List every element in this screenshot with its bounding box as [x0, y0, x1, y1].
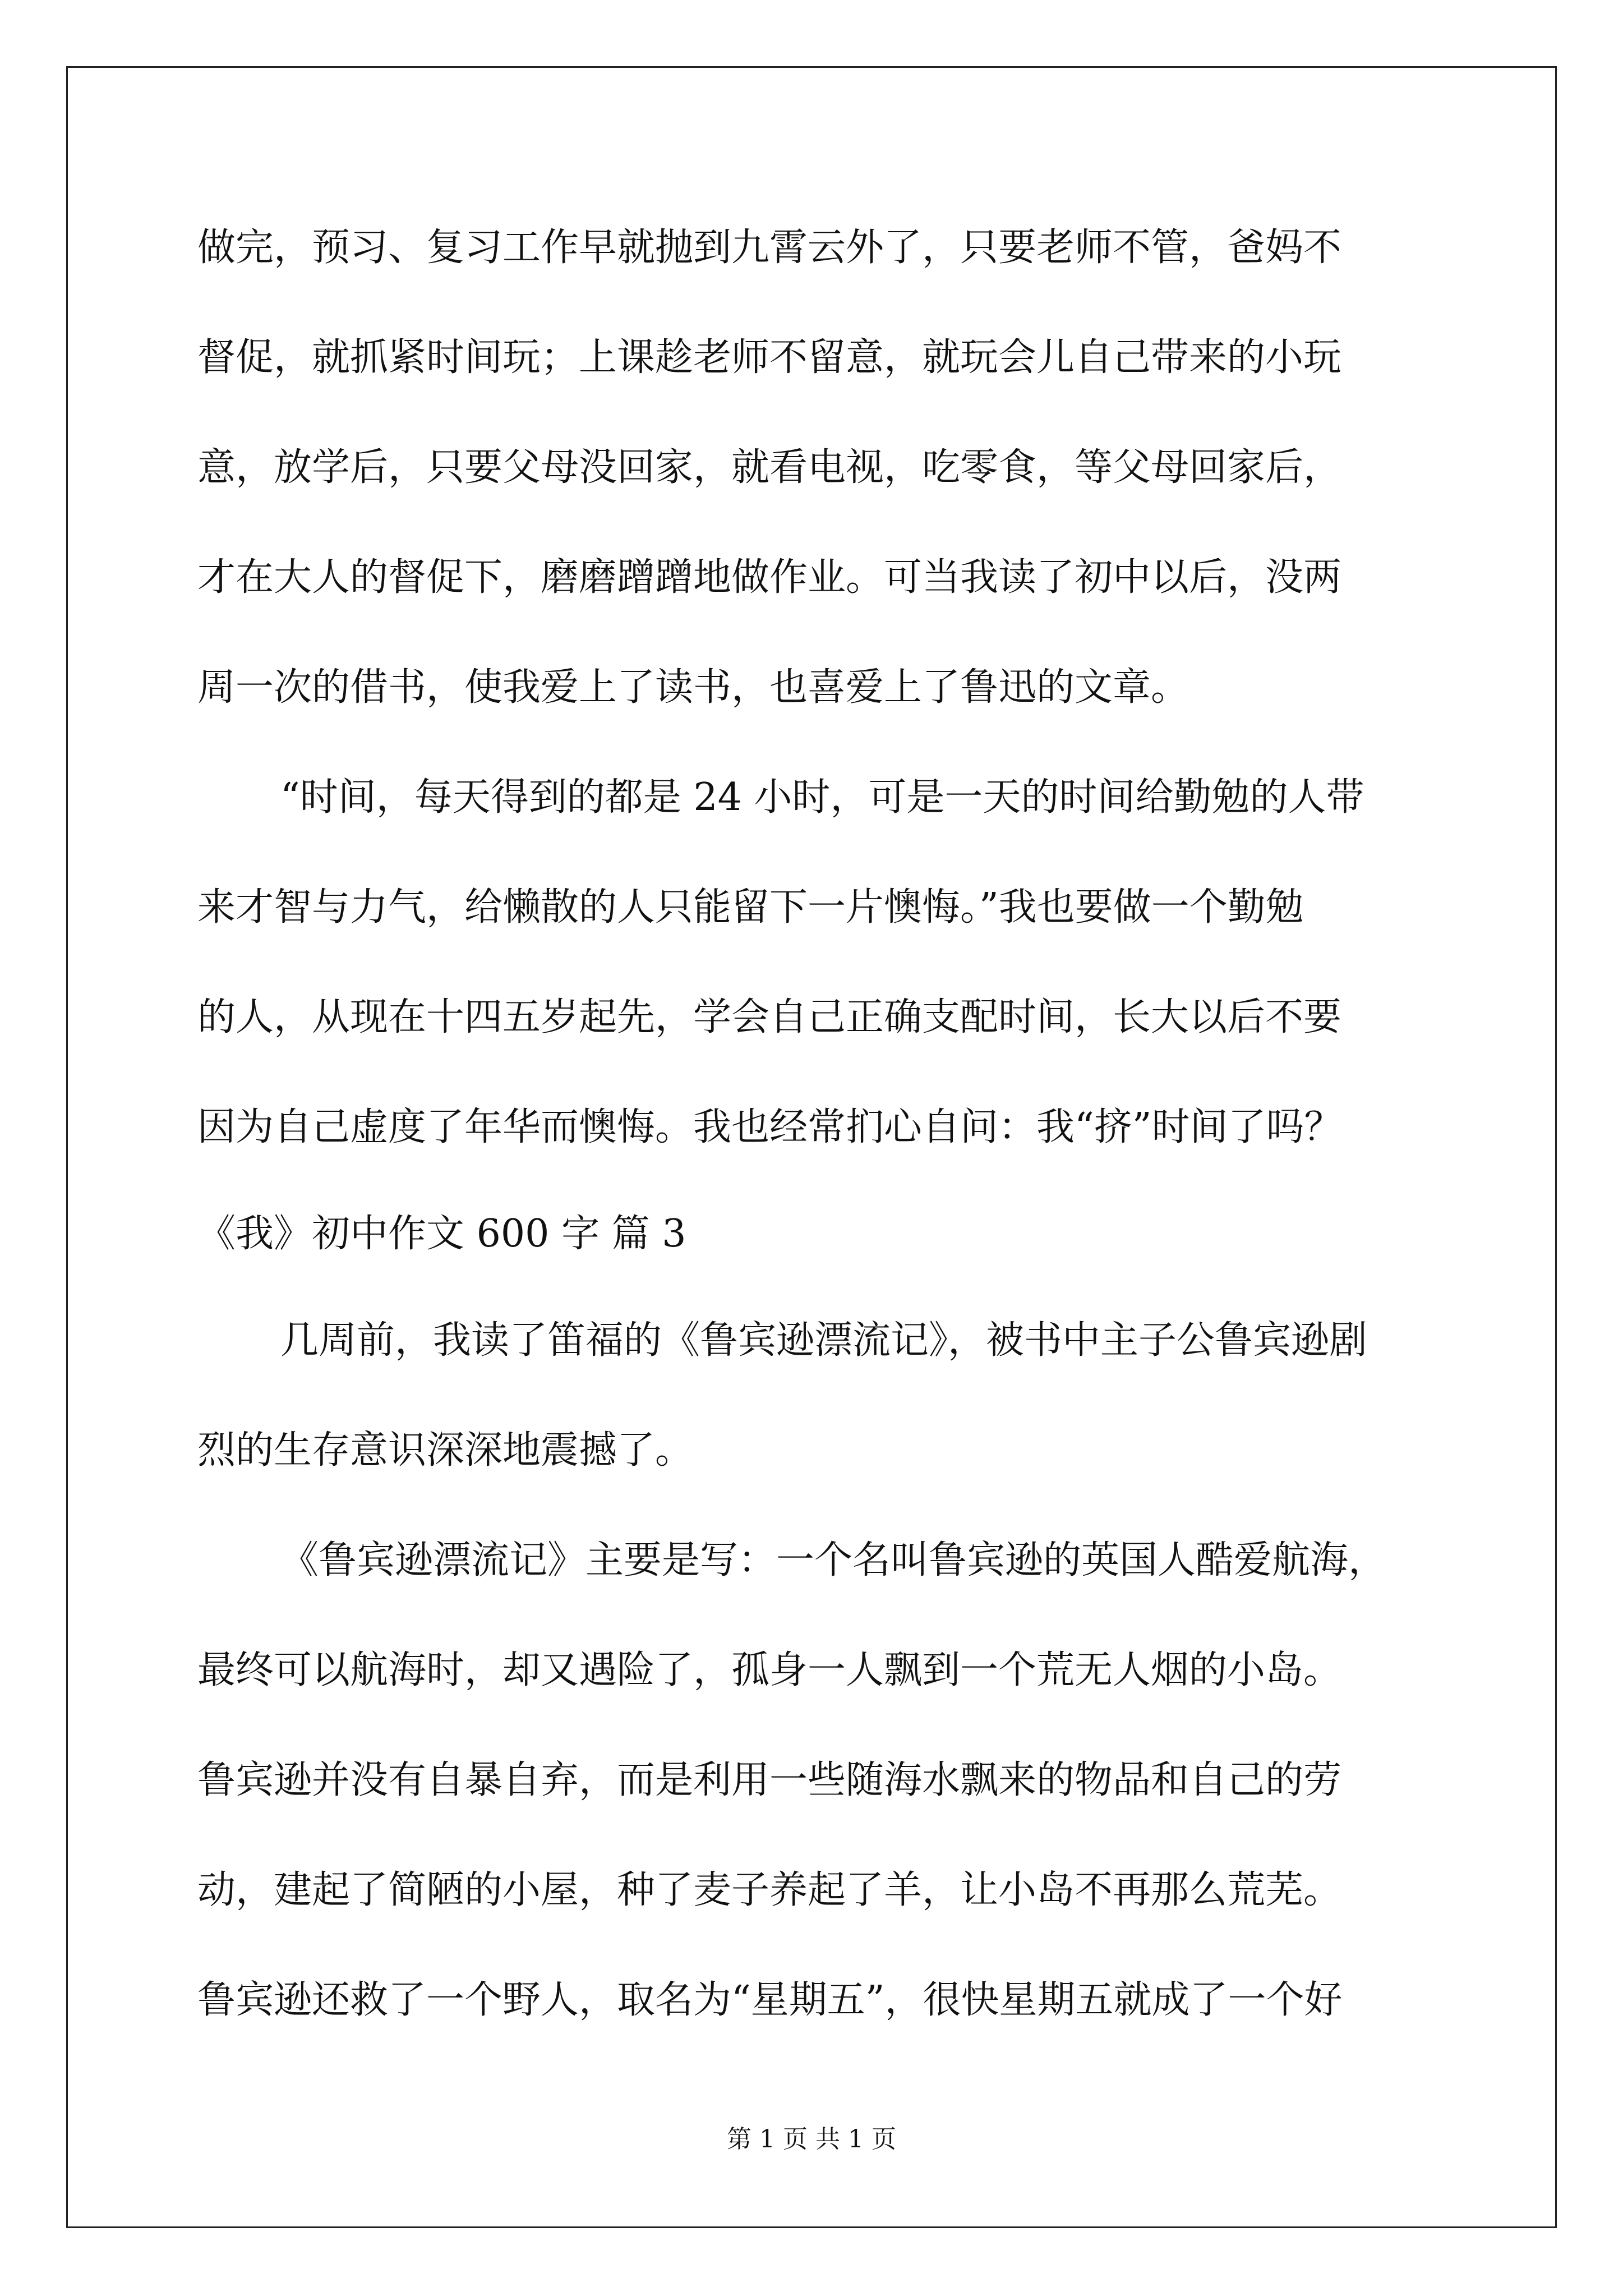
text-line: 周一次的借书，使我爱上了读书，也喜爱上了鲁迅的文章。 — [197, 665, 1189, 710]
text-line: 烈的生存意识深深地震撼了。 — [197, 1428, 694, 1473]
text-line: 因为自己虚度了年华而懊悔。我也经常扪心自问：我“挤”时间了吗？ — [197, 1105, 1343, 1149]
text-line: 的人，从现在十四五岁起先，学会自己正确支配时间，长大以后不要 — [197, 995, 1342, 1039]
text-line: 几周前，我读了笛福的《鲁宾逊漂流记》，被书中主子公鲁宾逊剧 — [280, 1318, 1368, 1363]
text-line: “时间，每天得到的都是 24 小时，可是一天的时间给勤勉的人带 — [280, 775, 1364, 820]
page-footer: 第 1 页 共 1 页 — [727, 2125, 896, 2154]
text-line: 来才智与力气，给懒散的人只能留下一片懊悔。”我也要做一个勤勉 — [197, 885, 1304, 930]
text-line: 鲁宾逊并没有自暴自弃，而是利用一些随海水飘来的物品和自己的劳 — [197, 1758, 1342, 1802]
text-line: 意，放学后，只要父母没回家，就看电视，吃零食，等父母回家后， — [197, 445, 1342, 490]
text-line: 做完，预习、复习工作早就抛到九霄云外了，只要老师不管，爸妈不 — [197, 226, 1342, 270]
text-line: 动，建起了简陋的小屋，种了麦子养起了羊，让小岛不再那么荒芜。 — [197, 1868, 1342, 1912]
text-line: 鲁宾逊还救了一个野人，取名为“星期五”，很快星期五就成了一个好 — [197, 1978, 1343, 2022]
text-line: 《鲁宾逊漂流记》主要是写：一个名叫鲁宾逊的英国人酷爱航海， — [280, 1538, 1387, 1582]
text-line: 督促，就抓紧时间玩；上课趁老师不留意，就玩会儿自己带来的小玩 — [197, 335, 1342, 380]
section-heading: 《我》初中作文 600 字 篇 3 — [197, 1212, 686, 1256]
text-line: 才在大人的督促下，磨磨蹭蹭地做作业。可当我读了初中以后，没两 — [197, 555, 1342, 600]
text-line: 最终可以航海时，却又遇险了，孤身一人飘到一个荒无人烟的小岛。 — [197, 1648, 1342, 1692]
